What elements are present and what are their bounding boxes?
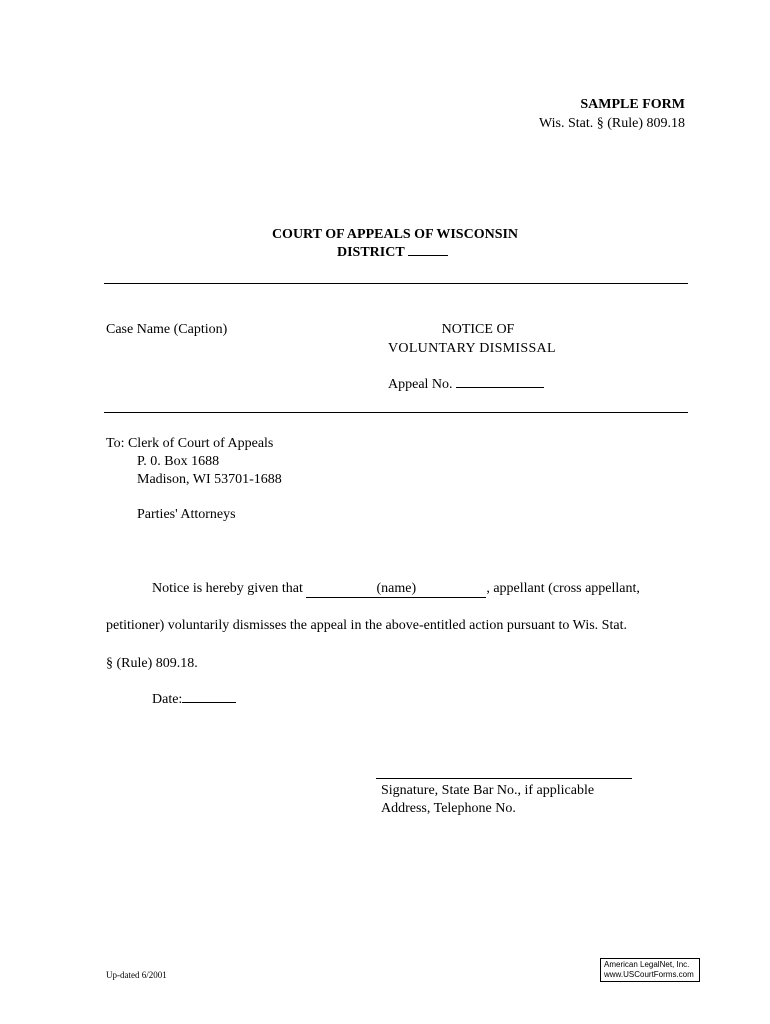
notice-line3: § (Rule) 809.18. — [106, 656, 198, 671]
appellant-name-blank[interactable] — [306, 581, 486, 598]
parties-attorneys: Parties' Attorneys — [137, 507, 236, 522]
to-clerk-line: To: Clerk of Court of Appeals — [106, 436, 274, 451]
district-blank[interactable] — [408, 255, 448, 256]
district-line — [337, 245, 448, 261]
date-blank[interactable] — [182, 702, 236, 703]
statute-reference: Wis. Stat. § (Rule) 809.18 — [538, 116, 685, 131]
notice-line2: petitioner) voluntarily dismisses the appeal in the above-entitled action pursuant to Wis. Stat. — [106, 618, 627, 633]
notice-title-line1: NOTICE OF — [441, 322, 515, 337]
form-label: SAMPLE FORM — [580, 97, 685, 112]
notice-line1-prefix: Notice is hereby given that — [152, 581, 303, 596]
date-line — [152, 692, 236, 708]
notice-line1-suffix: , appellant (cross appellant, — [486, 581, 640, 596]
appeal-number-label: Appeal No. — [388, 377, 453, 392]
case-name-caption: Case Name (Caption) — [106, 322, 228, 337]
name-placeholder: (name) — [376, 581, 417, 596]
district-label: DISTRICT — [337, 245, 405, 260]
notice-title-line2: VOLUNTARY DISMISSAL — [388, 341, 556, 356]
notice-line1 — [152, 581, 640, 598]
publisher-name: American LegalNet, Inc. — [604, 960, 690, 969]
appeal-number-blank[interactable] — [456, 387, 544, 388]
updated-date: Up-dated 6/2001 — [106, 970, 167, 980]
appeal-number-line — [388, 377, 544, 393]
court-name: COURT OF APPEALS OF WISCONSIN — [271, 227, 519, 242]
clerk-address-line1: P. 0. Box 1688 — [137, 454, 220, 469]
clerk-address-line2: Madison, WI 53701-1688 — [137, 472, 282, 487]
top-divider — [104, 283, 688, 284]
date-label: Date: — [152, 692, 183, 707]
bottom-divider — [104, 412, 688, 413]
address-telephone-caption: Address, Telephone No. — [381, 801, 516, 816]
publisher-box — [600, 958, 700, 982]
signature-caption: Signature, State Bar No., if applicable — [381, 783, 595, 798]
publisher-website[interactable]: www.USCourtForms.com — [604, 970, 694, 979]
signature-line[interactable] — [376, 778, 632, 779]
